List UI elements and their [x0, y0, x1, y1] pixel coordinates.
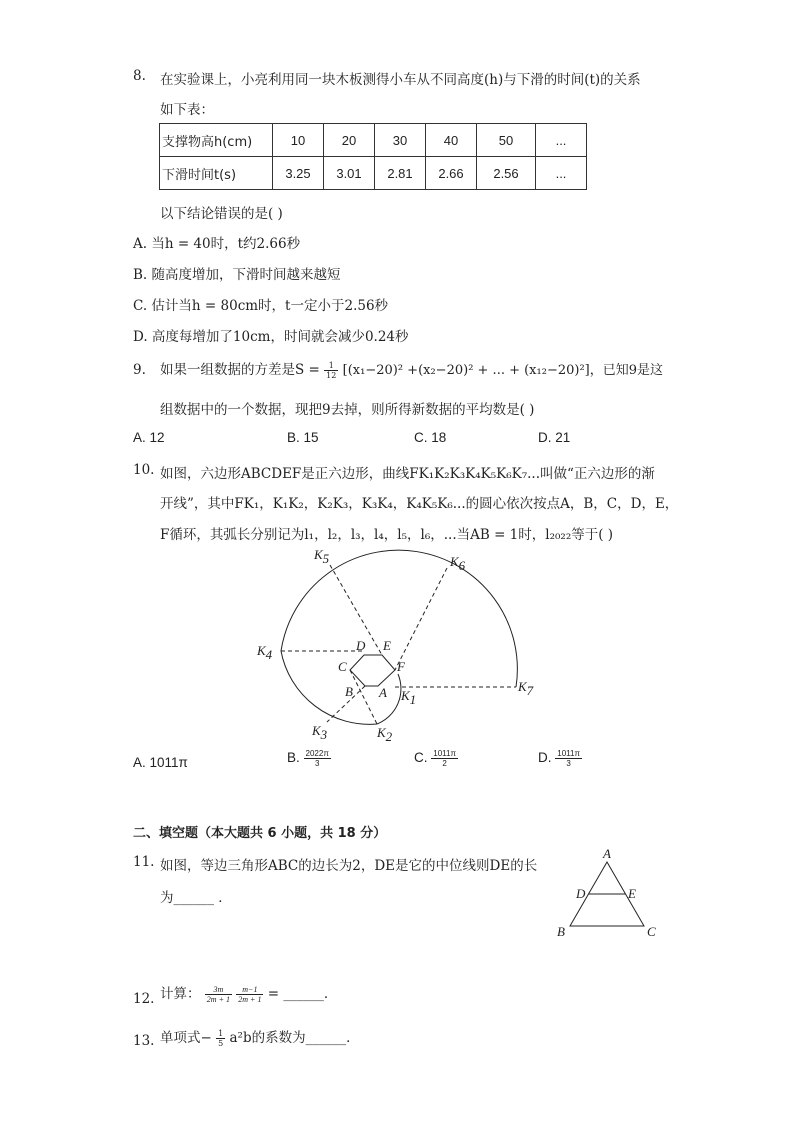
label-k5: K5	[314, 547, 330, 566]
table-cell: 2.66	[426, 157, 477, 190]
label-d: D	[356, 638, 366, 653]
label-k4: K4	[257, 643, 273, 662]
q12-number: 12.	[133, 991, 155, 1007]
q8-option-b[interactable]: B. 随高度增加，下滑时间越来越短	[133, 267, 341, 283]
q10-number: 10.	[133, 462, 155, 478]
triangle-figure	[552, 845, 662, 940]
frac-num: 1011π	[557, 749, 580, 758]
q10-option-d-frac	[555, 749, 582, 768]
q8-option-c[interactable]: C. 估计当h = 80cm时，t一定小于2.56秒	[133, 298, 389, 314]
q13-fraction	[216, 1029, 225, 1048]
label-k3: K3	[312, 723, 328, 742]
frac-den: 5	[218, 1039, 224, 1048]
q12-expression	[160, 982, 337, 1004]
frac-den: 2m + 1	[238, 995, 262, 1004]
label-k6: K6	[450, 554, 466, 573]
q10-option-c-frac	[431, 749, 458, 768]
q10-option-c-label: C.	[414, 750, 428, 766]
q12-fraction-2	[236, 985, 263, 1004]
frac-num: 2022π	[305, 749, 329, 758]
frac-num: 1011π	[433, 749, 456, 758]
table-header-height: 支撑物高h(cm)	[160, 124, 273, 157]
q12-suffix: = ______．	[267, 986, 338, 1002]
table-cell: 30	[375, 124, 426, 157]
q10-line1: 如图，六边形ABCDEF是正六边形，曲线FK₁K₂K₃K₄K₅K₆K₇...叫做“正六边形的渐	[160, 466, 655, 482]
frac-num: 3m	[205, 985, 232, 995]
q8-stem-line1: 在实验课上，小亮利用同一块木板测得小车从不同高度(h)与下滑的时间(t)的关系	[160, 72, 641, 88]
table-cell: 40	[426, 124, 477, 157]
q10-line2: 开线”，其中FK₁，K₁K₂，K₂K₃，K₃K₄，K₄K₅K₆...的圆心依次按点A，B，C，D，E，	[160, 496, 679, 512]
table-cell: 3.25	[273, 157, 324, 190]
q10-option-d[interactable]	[538, 749, 582, 768]
label-k1: K1	[401, 688, 417, 707]
q9-option-a[interactable]: A. 12	[133, 430, 165, 445]
frac-num: 1	[218, 1029, 224, 1038]
q10-line3: F循环，其弧长分别记为l₁，l₂，l₃，l₄，l₅，l₆，...当AB = 1时，l₂₀₂₂等于( )	[160, 527, 614, 543]
q13-number: 13.	[133, 1033, 155, 1049]
table-row	[160, 124, 587, 157]
q9-stem	[160, 358, 663, 380]
q12-fraction-1	[205, 985, 232, 1004]
table-cell: 3.01	[324, 157, 375, 190]
q8-question: 以下结论错误的是( )	[160, 206, 283, 222]
table-cell: 20	[324, 124, 375, 157]
hexagon	[350, 655, 395, 686]
q9-stem-line2: 组数据中的一个数据，现把9去掉，则所得新数据的平均数是( )	[160, 402, 535, 418]
table-cell: ...	[536, 124, 587, 157]
q8-number: 8.	[133, 68, 146, 84]
table-cell: 2.56	[477, 157, 536, 190]
label-k7: K7	[518, 679, 534, 698]
q8-stem-line2: 如下表：	[160, 102, 214, 118]
q9-option-d[interactable]: D. 21	[538, 430, 571, 445]
label-e: E	[383, 638, 391, 653]
label-k2: K2	[377, 725, 393, 744]
q10-option-a[interactable]: A. 1011π	[133, 755, 188, 770]
q10-option-b-label: B.	[287, 750, 300, 766]
q8-table	[159, 123, 587, 190]
table-cell: 50	[477, 124, 536, 157]
triangle-label-d: D	[576, 886, 586, 901]
q10-option-d-label: D.	[538, 750, 552, 766]
table-header-time: 下滑时间t(s)	[160, 157, 273, 190]
frac-den: 3	[314, 759, 320, 768]
q9-option-b[interactable]: B. 15	[287, 430, 319, 445]
table-row	[160, 157, 587, 190]
table-cell: ...	[536, 157, 587, 190]
table-cell: 2.81	[375, 157, 426, 190]
frac-den: 2	[442, 759, 447, 768]
section-title-fill-blank: 二、填空题（本大题共 6 小题，共 18 分）	[133, 826, 387, 841]
label-f: F	[397, 659, 405, 674]
q10-option-b-frac	[304, 749, 331, 768]
q11-number: 11.	[133, 854, 155, 870]
triangle-label-b: B	[557, 924, 565, 939]
q13-prefix: 单项式−	[160, 1030, 212, 1046]
q9-number: 9.	[133, 362, 146, 378]
q8-option-a[interactable]: A. 当h = 40时，t约2.66秒	[133, 236, 301, 252]
frac-num: m−1	[236, 985, 263, 995]
involute-figure	[250, 545, 550, 750]
frac-den: 3	[566, 759, 571, 768]
frac-den: 2m + 1	[206, 995, 230, 1004]
triangle-label-c: C	[647, 924, 656, 939]
q10-option-c[interactable]	[414, 749, 458, 768]
q13-suffix: a²b的系数为______．	[229, 1030, 360, 1046]
q9-option-c[interactable]: C. 18	[414, 430, 447, 445]
triangle-label-a: A	[603, 846, 611, 861]
label-b: B	[345, 684, 353, 699]
q10-option-b[interactable]	[287, 749, 331, 768]
q9-fraction	[324, 361, 338, 380]
q8-option-d[interactable]: D. 高度每增加了10cm，时间就会减少0.24秒	[133, 329, 409, 345]
q9-frac-den: 12	[326, 371, 337, 380]
q9-frac-num: 1	[324, 361, 338, 371]
q9-stem-formula: [(x₁−20)² +(x₂−20)² + ... + (x₁₂−20)²]，已知9是这	[342, 363, 664, 378]
table-cell: 10	[273, 124, 324, 157]
label-a: A	[379, 685, 387, 700]
triangle-label-e: E	[628, 886, 636, 901]
q11-line1: 如图，等边三角形ABC的边长为2，DE是它的中位线则DE的长	[160, 858, 538, 874]
construction-lines	[281, 565, 516, 724]
label-c: C	[338, 659, 347, 674]
q13-expression	[160, 1026, 360, 1048]
q12-prefix: 计算：	[160, 986, 201, 1002]
q9-stem-prefix: 如果一组数据的方差是S =	[160, 362, 320, 378]
q11-line2: 为______ ．	[160, 890, 232, 906]
